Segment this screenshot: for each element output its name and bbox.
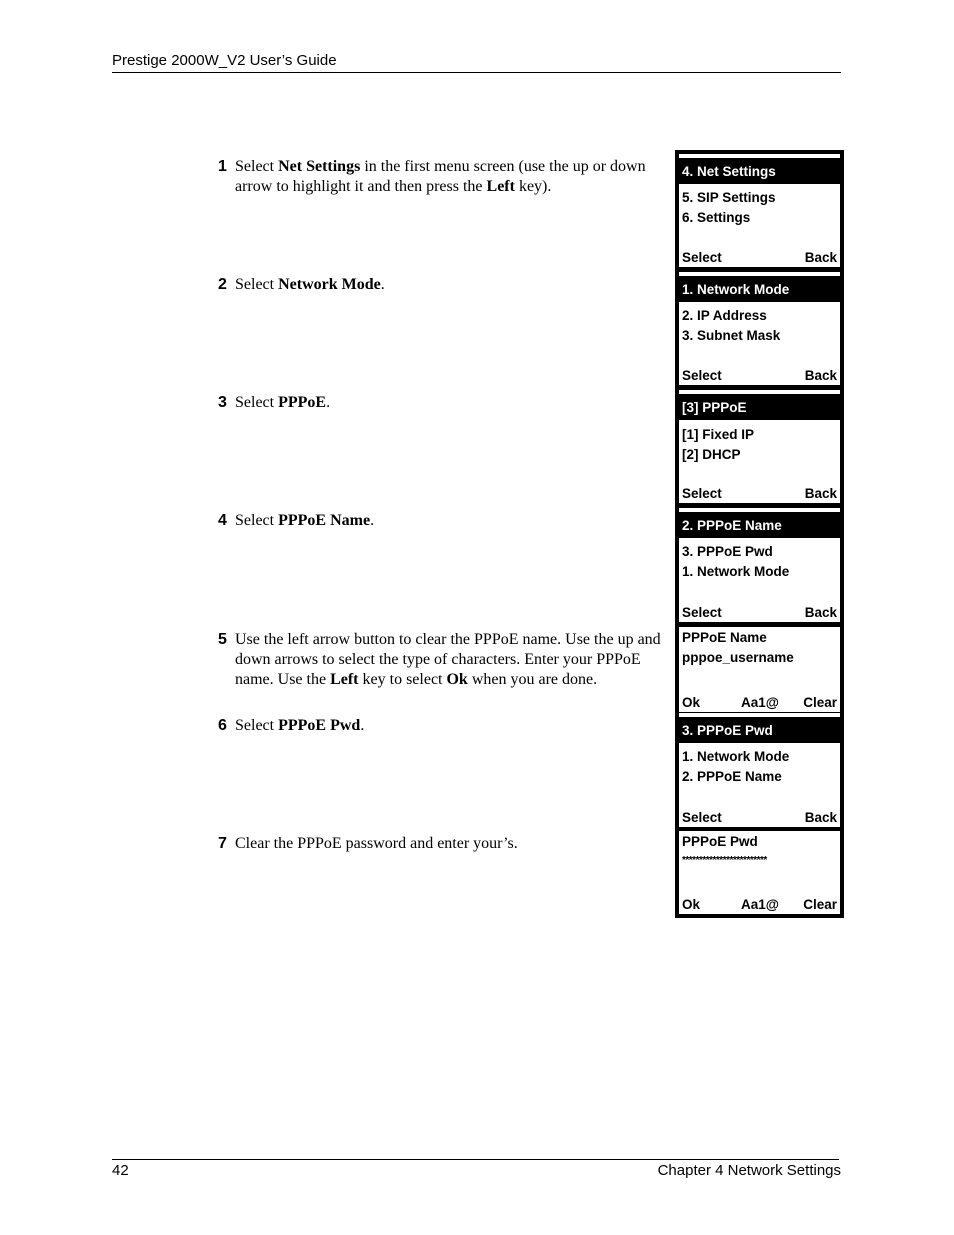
step-text-run: when you are done. <box>467 671 598 688</box>
lcd-menu-item: 3. Subnet Mask <box>682 328 781 343</box>
step-1 <box>218 157 676 197</box>
step-text <box>235 630 676 690</box>
lcd-screen-network-mode <box>679 390 840 503</box>
step-number: 2 <box>218 276 227 293</box>
lcd-field-label: PPPoE Pwd <box>682 834 758 849</box>
step-text <box>235 716 676 736</box>
lcd-screen-net-settings-menu <box>679 154 840 267</box>
lcd-menu-item: 2. PPPoE Name <box>682 769 782 784</box>
step-text-run: Select <box>235 394 279 411</box>
softkey-center: Aa1@ <box>741 897 779 912</box>
step-text <box>235 511 676 531</box>
step-text-run: Clear the PPPoE password and enter your’s. <box>235 835 518 852</box>
step-text-run: Select <box>235 717 279 734</box>
lcd-highlight-row: 3. PPPoE Pwd <box>679 713 840 743</box>
step-text <box>235 393 676 413</box>
softkey-right: Back <box>804 368 837 383</box>
step-number: 1 <box>218 158 227 175</box>
step-text-run: . <box>360 717 365 734</box>
chapter-title: Chapter 4 Network Settings <box>657 1162 841 1179</box>
softkey-right: Clear <box>803 695 837 710</box>
lcd-menu-item: 1. Network Mode <box>682 749 790 764</box>
lcd-highlight-row: 2. PPPoE Name <box>679 508 840 538</box>
step-text-run: in the first menu screen (use the up or down arrow to highlight it and then press the <box>235 158 646 195</box>
bold-term: Left <box>486 178 515 195</box>
step-3 <box>218 393 676 413</box>
bold-term: Network Mode <box>278 276 381 293</box>
lcd-menu-item: 2. IP Address <box>682 308 767 323</box>
step-text-run: . <box>326 394 331 411</box>
page-number: 42 <box>112 1162 129 1179</box>
softkey-left: Select <box>682 486 722 501</box>
softkey-right: Back <box>804 486 837 501</box>
bold-term: Ok <box>446 671 468 688</box>
lcd-field-label: PPPoE Name <box>682 630 767 645</box>
softkey-left: Ok <box>682 695 701 710</box>
step-2 <box>218 275 676 295</box>
step-number: 3 <box>218 394 227 411</box>
softkey-right: Back <box>804 250 837 265</box>
lcd-screen-pppoe-name-edit <box>679 627 840 712</box>
lcd-menu-item: 6. Settings <box>682 210 751 225</box>
lcd-screen-pppoe-pwd-edit <box>679 831 840 914</box>
bold-term: Net Settings <box>278 158 361 175</box>
lcd-menu-item: 3. PPPoE Pwd <box>682 544 773 559</box>
bold-term: PPPoE Pwd <box>278 717 361 734</box>
softkey-left: Ok <box>682 897 701 912</box>
softkey-right: Clear <box>803 897 837 912</box>
bold-term: PPPoE Name <box>278 512 371 529</box>
page-footer <box>112 1159 841 1179</box>
bold-term: Left <box>330 671 359 688</box>
softkey-left: Select <box>682 368 722 383</box>
lcd-highlight-row: 4. Net Settings <box>679 154 840 184</box>
softkey-left: Select <box>682 605 722 620</box>
lcd-highlight-row: 1. Network Mode <box>679 272 840 302</box>
lcd-menu-item: 5. SIP Settings <box>682 190 776 205</box>
step-number: 6 <box>218 717 227 734</box>
lcd-field-value: pppoe_username <box>682 650 794 665</box>
lcd-highlight-row: [3] PPPoE <box>679 390 840 420</box>
step-text-run: Select <box>235 276 279 293</box>
step-text <box>235 834 676 854</box>
step-text-run: . <box>380 276 385 293</box>
step-number: 7 <box>218 835 227 852</box>
step-number: 5 <box>218 631 227 648</box>
step-5 <box>218 630 676 690</box>
step-number: 4 <box>218 512 227 529</box>
step-text-run: Select <box>235 158 279 175</box>
page-header <box>112 52 841 73</box>
phone-lcd-strip <box>675 150 844 918</box>
step-7 <box>218 834 676 854</box>
step-text-run: Select <box>235 512 279 529</box>
step-text-run: . <box>370 512 375 529</box>
lcd-password-mask: ************************* <box>682 855 767 866</box>
step-text-run: key to select <box>358 671 447 688</box>
step-text-run: key). <box>514 178 552 195</box>
lcd-screen-pppoe-pwd-menu <box>679 713 840 827</box>
lcd-menu-item: 1. Network Mode <box>682 564 790 579</box>
lcd-screen-pppoe-menu <box>679 508 840 622</box>
softkey-center: Aa1@ <box>741 695 779 710</box>
softkey-right: Back <box>804 810 837 825</box>
softkey-right: Back <box>804 605 837 620</box>
step-4 <box>218 511 676 531</box>
lcd-menu-item: [1] Fixed IP <box>682 427 755 442</box>
lcd-menu-item: [2] DHCP <box>682 447 741 462</box>
bold-term: PPPoE <box>278 394 327 411</box>
softkey-left: Select <box>682 810 722 825</box>
step-text <box>235 157 676 197</box>
guide-title: Prestige 2000W_V2 User’s Guide <box>112 52 337 69</box>
softkey-left: Select <box>682 250 722 265</box>
lcd-screen-network-menu <box>679 272 840 385</box>
step-text <box>235 275 676 295</box>
step-text-run: Use the left arrow button to clear the PPPoE name. Use the up and down arrows to select the type of characters. Enter your PPPoE name. Use the <box>235 631 661 688</box>
step-6 <box>218 716 676 736</box>
